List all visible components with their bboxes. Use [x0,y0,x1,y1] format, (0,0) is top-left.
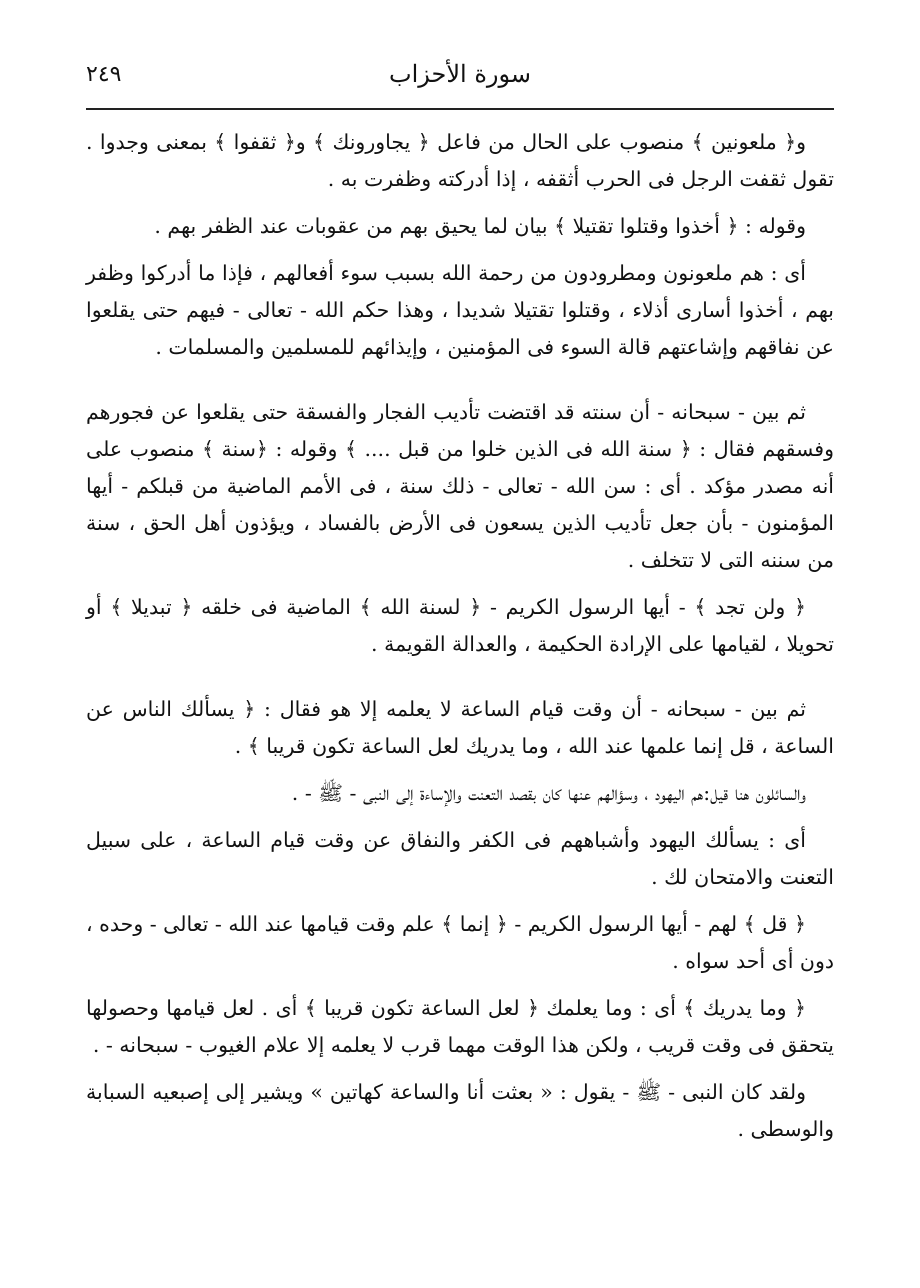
paragraph: ثم بين - سبحانه - أن سنته قد اقتضت تأديب الفجار والفسقة حتى يقلعوا عن فجورهم وفسقهم فقال : ﴿ سنة الله فى الذين خلوا من قبل .... ﴾ وقوله : ﴿سنة ﴾ منصوب على أنه مصدر مؤكد . أى : سن الله - تعالى - ذلك سنة ، فى الأمم الماضية من قبلكم - أيها المؤمنون - بأن جعل تأديب الذين يسعون فى الأرض بالفساد ، ويؤذون أهل الحق ، سنة من سننه التى لا تتخلف . [86,400,834,572]
paragraph: و﴿ ملعونين ﴾ منصوب على الحال من فاعل ﴿ يجاورونك ﴾ و﴿ ثقفوا ﴾ بمعنى وجدوا . تقول ثقفت الرجل فى الحرب أثقفه ، إذا أدركته وظفرت به . [86,130,834,191]
page-number: ٢٤٩ [86,62,122,87]
paragraph: أى : يسألك اليهود وأشباههم فى الكفر والنفاق عن وقت قيام الساعة ، على سبيل التعنت والامتحان لك . [86,828,834,889]
paragraph: ولقد كان النبى - ﷺ - يقول : « بعثت أنا والساعة كهاتين » ويشير إلى إصبعيه السبابة والوسطى . [86,1080,834,1141]
body-text [86,124,834,1158]
paragraph: ﴿ وما يدريك ﴾ أى : وما يعلمك ﴿ لعل الساعة تكون قريبا ﴾ أى . لعل قيامها وحصولها يتحقق فى وقت قريب ، ولكن هذا الوقت مهما قرب لا يعلمه إلا علام الغيوب - سبحانه - . [86,996,834,1057]
header-rule [86,108,834,110]
paragraph: ثم بين - سبحانه - أن وقت قيام الساعة لا يعلمه إلا هو فقال : ﴿ يسألك الناس عن الساعة ، قل إنما علمها عند الله ، وما يدريك لعل الساعة تكون قريبا ﴾ . [86,697,834,758]
paragraph: ﴿ قل ﴾ لهم - أيها الرسول الكريم - ﴿ إنما ﴾ علم وقت قيامها عند الله - تعالى - وحده ، دون أى أحد سواه . [86,912,834,973]
paragraph: والسائلون هنا قيل:هم اليهود ، وسؤالهم عنها كان بقصد التعنت والإساءة إلى النبى - ﷺ - . [291,781,806,805]
page-header [86,60,834,94]
running-title: سورة الأحزاب [389,60,531,88]
paragraph: وقوله : ﴿ أخذوا وقتلوا تقتيلا ﴾ بيان لما يحيق بهم من عقوبات عند الظفر بهم . [154,214,806,238]
paragraph: ﴿ ولن تجد ﴾ - أيها الرسول الكريم - ﴿ لسنة الله ﴾ الماضية فى خلقه ﴿ تبديلا ﴾ أو تحويلا ، لقيامها على الإرادة الحكيمة ، والعدالة القويمة . [86,595,834,656]
paragraph: أى : هم ملعونون ومطرودون من رحمة الله بسبب سوء أفعالهم ، فإذا ما أدركوا وظفر بهم ، أخذوا أسارى أذلاء ، وقتلوا تقتيلا شديدا ، وهذا حكم الله - تعالى - فيهم حتى يقلعوا عن نفاقهم وإشاعتهم قالة السوء فى المؤمنين ، وإيذائهم للمسلمين والمسلمات . [86,261,834,359]
